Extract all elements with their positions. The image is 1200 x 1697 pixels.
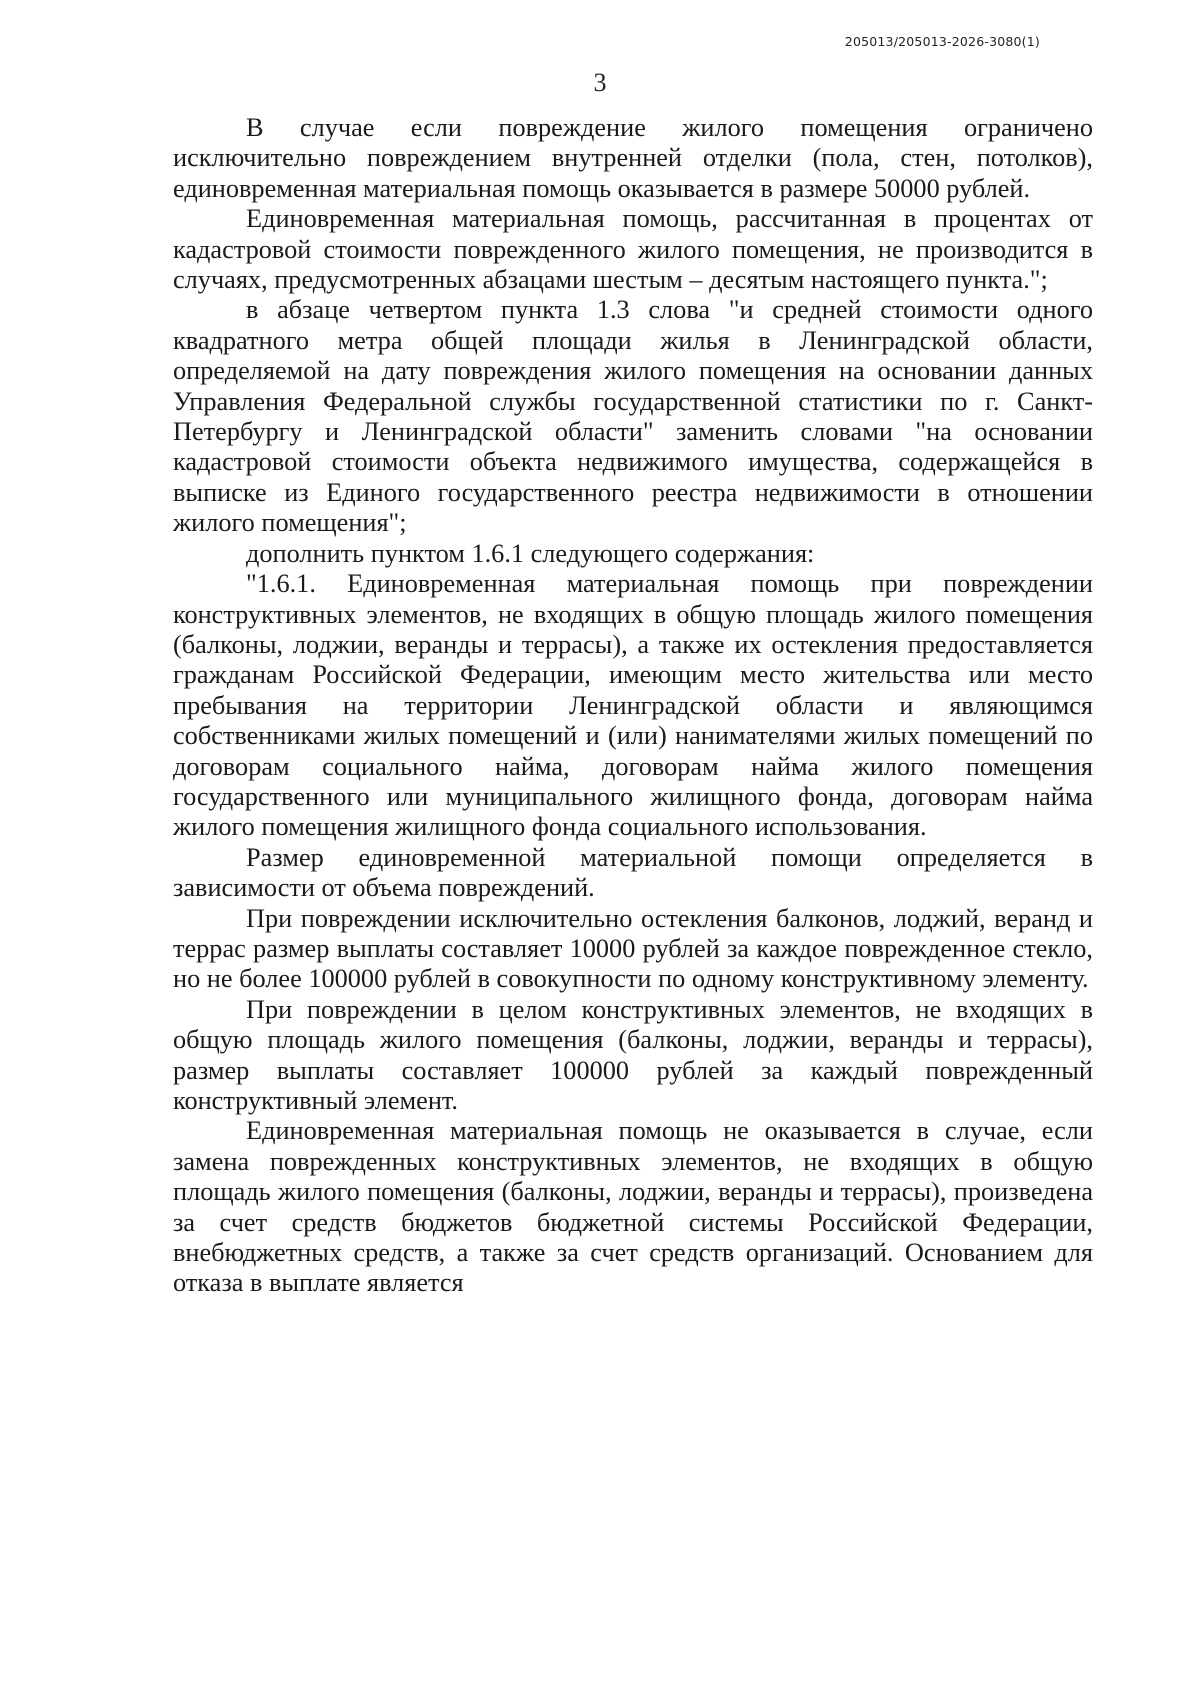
- page-number: 3: [593, 68, 607, 97]
- paragraph-refusal-grounds: Единовременная материальная помощь не оказывается в случае, если замена поврежденных конструктивных элементов, не входящих в общую площадь жилого помещения (балконы, лоджии, веранды и террасы), произведена за счет средств бюджетов бюджетной системы Российской Федерации, внебюджетных средств, а также за счет средств организаций. Основанием для отказа в выплате является: [173, 1116, 1093, 1298]
- paragraph-add-1-6-1: дополнить пунктом 1.6.1 следующего содержания:: [246, 538, 815, 568]
- document-body: [173, 113, 1093, 1299]
- paragraph-glazing-damage: При повреждении исключительно остекления балконов, лоджий, веранд и террас размер выплаты составляет 10000 рублей за каждое поврежденное стекло, но не более 100000 рублей в совокупности по одному конструктивному элементу.: [173, 903, 1093, 994]
- paragraph-interior-damage: В случае если повреждение жилого помещения ограничено исключительно повреждением внутренней отделки (пола, стен, потолков), единовременная материальная помощь оказывается в размере 50000 рублей.: [173, 113, 1093, 203]
- paragraph-1-6-1-text: "1.6.1. Единовременная материальная помощь при повреждении конструктивных элементов, не входящих в общую площадь жилого помещения (балконы, лоджии, веранды и террасы), а также их остекления предоставляется гражданам Российской Федерации, имеющим место жительства или место пребывания на территории Ленинградской области и являющимся собственниками жилых помещений и (или) нанимателями жилых помещений по договорам социального найма, договорам найма жилого помещения государственного или муниципального жилищного фонда, договорам найма жилого помещения жилищного фонда социального использования.: [173, 569, 1093, 842]
- document-id: 205013/205013-2026-3080(1): [844, 34, 1040, 49]
- paragraph-amendment-1-3: в абзаце четвертом пункта 1.3 слова "и средней стоимости одного квадратного метра общей площади жилья в Ленинградской области, определяемой на дату повреждения жилого помещения на основании данных Управления Федеральной службы государственной статистики по г. Санкт-Петербургу и Ленинградской области" заменить словами "на основании кадастровой стоимости объекта недвижимого имущества, содержащейся в выписке из Единого государственного реестра недвижимости в отношении жилого помещения";: [173, 295, 1093, 538]
- paragraph-cadastral-exclusion: Единовременная материальная помощь, рассчитанная в процентах от кадастровой стоимости поврежденного жилого помещения, не производится в случаях, предусмотренных абзацами шестым – десятым настоящего пункта.";: [173, 204, 1093, 295]
- paragraph-element-damage: При повреждении в целом конструктивных элементов, не входящих в общую площадь жилого помещения (балконы, лоджии, веранды и террасы), размер выплаты составляет 100000 рублей за каждый поврежденный конструктивный элемент.: [173, 994, 1093, 1115]
- paragraph-amount-depends: Размер единовременной материальной помощи определяется в зависимости от объема повреждений.: [173, 842, 1093, 903]
